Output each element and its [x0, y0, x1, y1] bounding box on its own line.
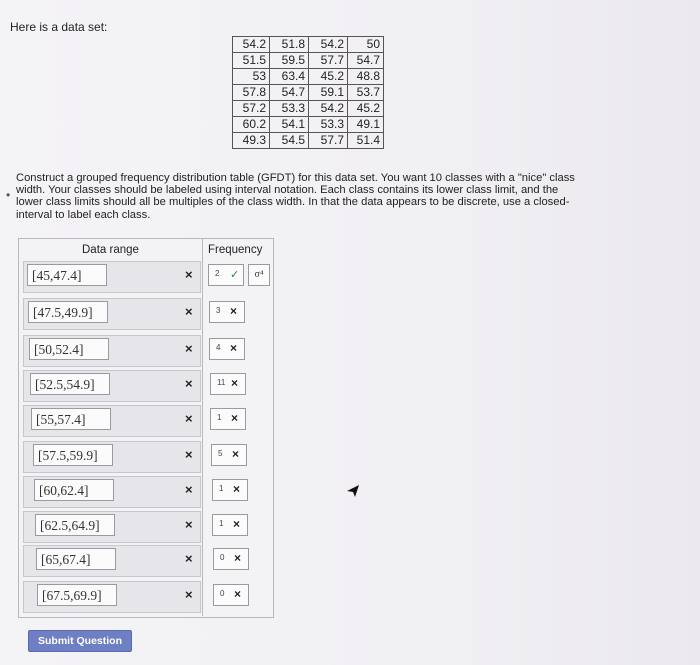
frequency-value: 1	[217, 413, 222, 422]
data-set-table	[232, 36, 384, 149]
frequency-input[interactable]	[210, 373, 246, 395]
data-range-header: Data range	[82, 244, 139, 256]
incorrect-mark-icon: ×	[231, 411, 239, 425]
data-cell: 51.8	[270, 37, 309, 53]
mouse-cursor-icon	[346, 484, 360, 498]
data-row	[233, 85, 384, 101]
data-cell: 54.1	[270, 117, 309, 133]
incorrect-mark-icon: ×	[185, 447, 193, 462]
frequency-input[interactable]	[212, 479, 248, 501]
frequency-value: 5	[218, 449, 223, 458]
data-range-input[interactable]: [62.5,64.9]	[35, 514, 115, 536]
frequency-input[interactable]	[212, 514, 248, 536]
incorrect-mark-icon: ×	[230, 341, 238, 355]
incorrect-mark-icon: ×	[232, 447, 240, 461]
data-cell: 54.7	[270, 85, 309, 101]
data-cell: 45.2	[348, 101, 384, 117]
data-range-input[interactable]: [50,52.4]	[29, 338, 109, 360]
frequency-value: 11	[217, 378, 226, 387]
data-cell: 54.2	[309, 37, 348, 53]
bullet-dot: •	[6, 188, 11, 202]
gfdt-row	[19, 439, 271, 472]
frequency-header: Frequency	[208, 244, 263, 256]
data-range-input[interactable]: [47.5,49.9]	[28, 301, 108, 323]
data-cell: 53.3	[309, 117, 348, 133]
incorrect-mark-icon: ×	[233, 482, 241, 496]
data-cell: 60.2	[233, 117, 270, 133]
gfdt-row	[19, 368, 271, 401]
frequency-input[interactable]	[210, 408, 246, 430]
data-cell: 59.1	[309, 85, 348, 101]
data-cell: 57.7	[309, 133, 348, 149]
gfdt-row	[19, 474, 271, 507]
instructions-text: Construct a grouped frequency distribution table (GFDT) for this data set. You want 10 classes with a "nice" class width. Your classes should be labeled using interval notation. Each class contains its lower class limit, and the lower class limits should all be multiples of the class width. In that the data appears to be discrete, use a closed-interval to label each class.	[16, 172, 575, 221]
incorrect-mark-icon: ×	[234, 551, 242, 565]
incorrect-mark-icon: ×	[185, 267, 193, 282]
incorrect-mark-icon: ×	[185, 341, 193, 356]
submit-question-button[interactable]: Submit Question	[28, 630, 132, 652]
data-cell: 48.8	[348, 69, 384, 85]
frequency-input[interactable]	[211, 444, 247, 466]
data-cell: 57.2	[233, 101, 270, 117]
data-range-input[interactable]: [57.5,59.9]	[33, 444, 113, 466]
data-cell: 53.7	[348, 85, 384, 101]
data-range-input[interactable]: [60,62.4]	[34, 479, 114, 501]
data-range-input[interactable]: [65,67.4]	[36, 548, 116, 570]
data-row	[233, 69, 384, 85]
gfdt-row	[19, 333, 271, 366]
frequency-input[interactable]	[209, 338, 245, 360]
frequency-input[interactable]	[209, 301, 245, 323]
incorrect-mark-icon: ×	[185, 517, 193, 532]
incorrect-mark-icon: ×	[185, 411, 193, 426]
data-cell: 54.7	[348, 53, 384, 69]
incorrect-mark-icon: ×	[233, 517, 241, 531]
data-cell: 57.8	[233, 85, 270, 101]
frequency-value: 4	[216, 343, 221, 352]
data-cell: 57.7	[309, 53, 348, 69]
gfdt-row	[19, 403, 271, 436]
frequency-value: 3	[216, 306, 221, 315]
data-range-input[interactable]: [52.5,54.9]	[30, 373, 110, 395]
gfdt-row	[19, 509, 271, 542]
data-row	[233, 101, 384, 117]
incorrect-mark-icon: ×	[234, 587, 242, 601]
data-cell: 63.4	[270, 69, 309, 85]
gfdt-row	[19, 296, 271, 329]
data-range-input[interactable]: [55,57.4]	[31, 408, 111, 430]
data-range-input[interactable]: [67.5,69.9]	[37, 584, 117, 606]
data-cell: 51.5	[233, 53, 270, 69]
data-row	[233, 133, 384, 149]
incorrect-mark-icon: ×	[185, 376, 193, 391]
data-cell: 45.2	[309, 69, 348, 85]
gfdt-row	[19, 579, 271, 612]
data-cell: 53.3	[270, 101, 309, 117]
data-row	[233, 37, 384, 53]
frequency-value: 0	[220, 553, 225, 562]
frequency-value: 2	[215, 269, 220, 278]
correct-check-icon: ✓	[230, 269, 240, 281]
incorrect-mark-icon: ×	[185, 304, 193, 319]
frequency-input[interactable]	[208, 264, 244, 286]
frequency-value: 1	[219, 484, 224, 493]
data-cell: 49.3	[233, 133, 270, 149]
data-cell: 49.1	[348, 117, 384, 133]
data-cell: 51.4	[348, 133, 384, 149]
data-cell: 54.2	[233, 37, 270, 53]
data-range-input[interactable]: [45,47.4]	[27, 264, 107, 286]
gfdt-row	[19, 543, 271, 576]
math-symbol-button[interactable]: σ⁴	[248, 264, 270, 286]
data-row	[233, 53, 384, 69]
gfdt-row	[19, 259, 271, 292]
incorrect-mark-icon: ×	[185, 482, 193, 497]
data-cell: 50	[348, 37, 384, 53]
data-cell: 54.2	[309, 101, 348, 117]
incorrect-mark-icon: ×	[185, 551, 193, 566]
frequency-input[interactable]	[213, 584, 249, 606]
frequency-input[interactable]	[213, 548, 249, 570]
frequency-value: 1	[219, 519, 224, 528]
data-cell: 54.5	[270, 133, 309, 149]
data-row	[233, 117, 384, 133]
frequency-value: 0	[220, 589, 225, 598]
data-cell: 59.5	[270, 53, 309, 69]
incorrect-mark-icon: ×	[231, 376, 239, 390]
incorrect-mark-icon: ×	[185, 587, 193, 602]
incorrect-mark-icon: ×	[230, 304, 238, 318]
data-cell: 53	[233, 69, 270, 85]
intro-text: Here is a data set:	[10, 20, 108, 34]
